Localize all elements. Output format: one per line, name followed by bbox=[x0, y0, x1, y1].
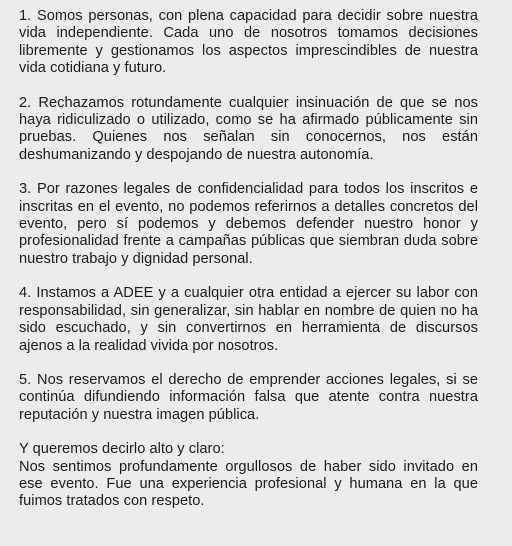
paragraph-3: 3. Por razones legales de confidencialidad para todos los inscritos e inscritas en el evento, no podemos referirnos a detalles concretos del evento, pero sí podemos y debemos defender nuestro honor y profesionalidad frente a campañas públicas que siembran duda sobre nuestro trabajo y dignidad personal. bbox=[19, 181, 478, 267]
closing-paragraph bbox=[19, 441, 478, 511]
closing-lead: Y queremos decirlo alto y claro: bbox=[19, 441, 225, 458]
paragraph-5: 5. Nos reservamos el derecho de emprender acciones legales, si se continúa difundiendo información falsa que atente contra nuestra reputación y nuestra imagen pública. bbox=[19, 371, 478, 423]
paragraph-2: 2. Rechazamos rotundamente cualquier insinuación de que se nos haya ridiculizado o utilizado, como se ha afirmado públicamente sin pruebas. Quienes nos señalan sin conocernos, nos están deshumanizando y despojando de nuestra autonomía. bbox=[19, 94, 478, 163]
paragraph-1: 1. Somos personas, con plena capacidad para decidir sobre nuestra vida independiente. Cada uno de nosotros tomamos decisiones libremente y gestionamos los aspectos imprescindibles de nuestra vida cotidiana y futuro. bbox=[19, 8, 478, 77]
paragraph-4: 4. Instamos a ADEE y a cualquier otra entidad a ejercer su labor con responsabilidad, sin generalizar, sin hablar en nombre de quien no ha sido escuchado, y sin convertirnos en herramienta de discursos ajenos a la realidad vivida por nosotros. bbox=[19, 285, 478, 354]
closing-text: Nos sentimos profundamente orgullosos de haber sido invitado en ese evento. Fue una experiencia profesional y humana en la que fuimos tratados con respeto. bbox=[19, 458, 478, 510]
